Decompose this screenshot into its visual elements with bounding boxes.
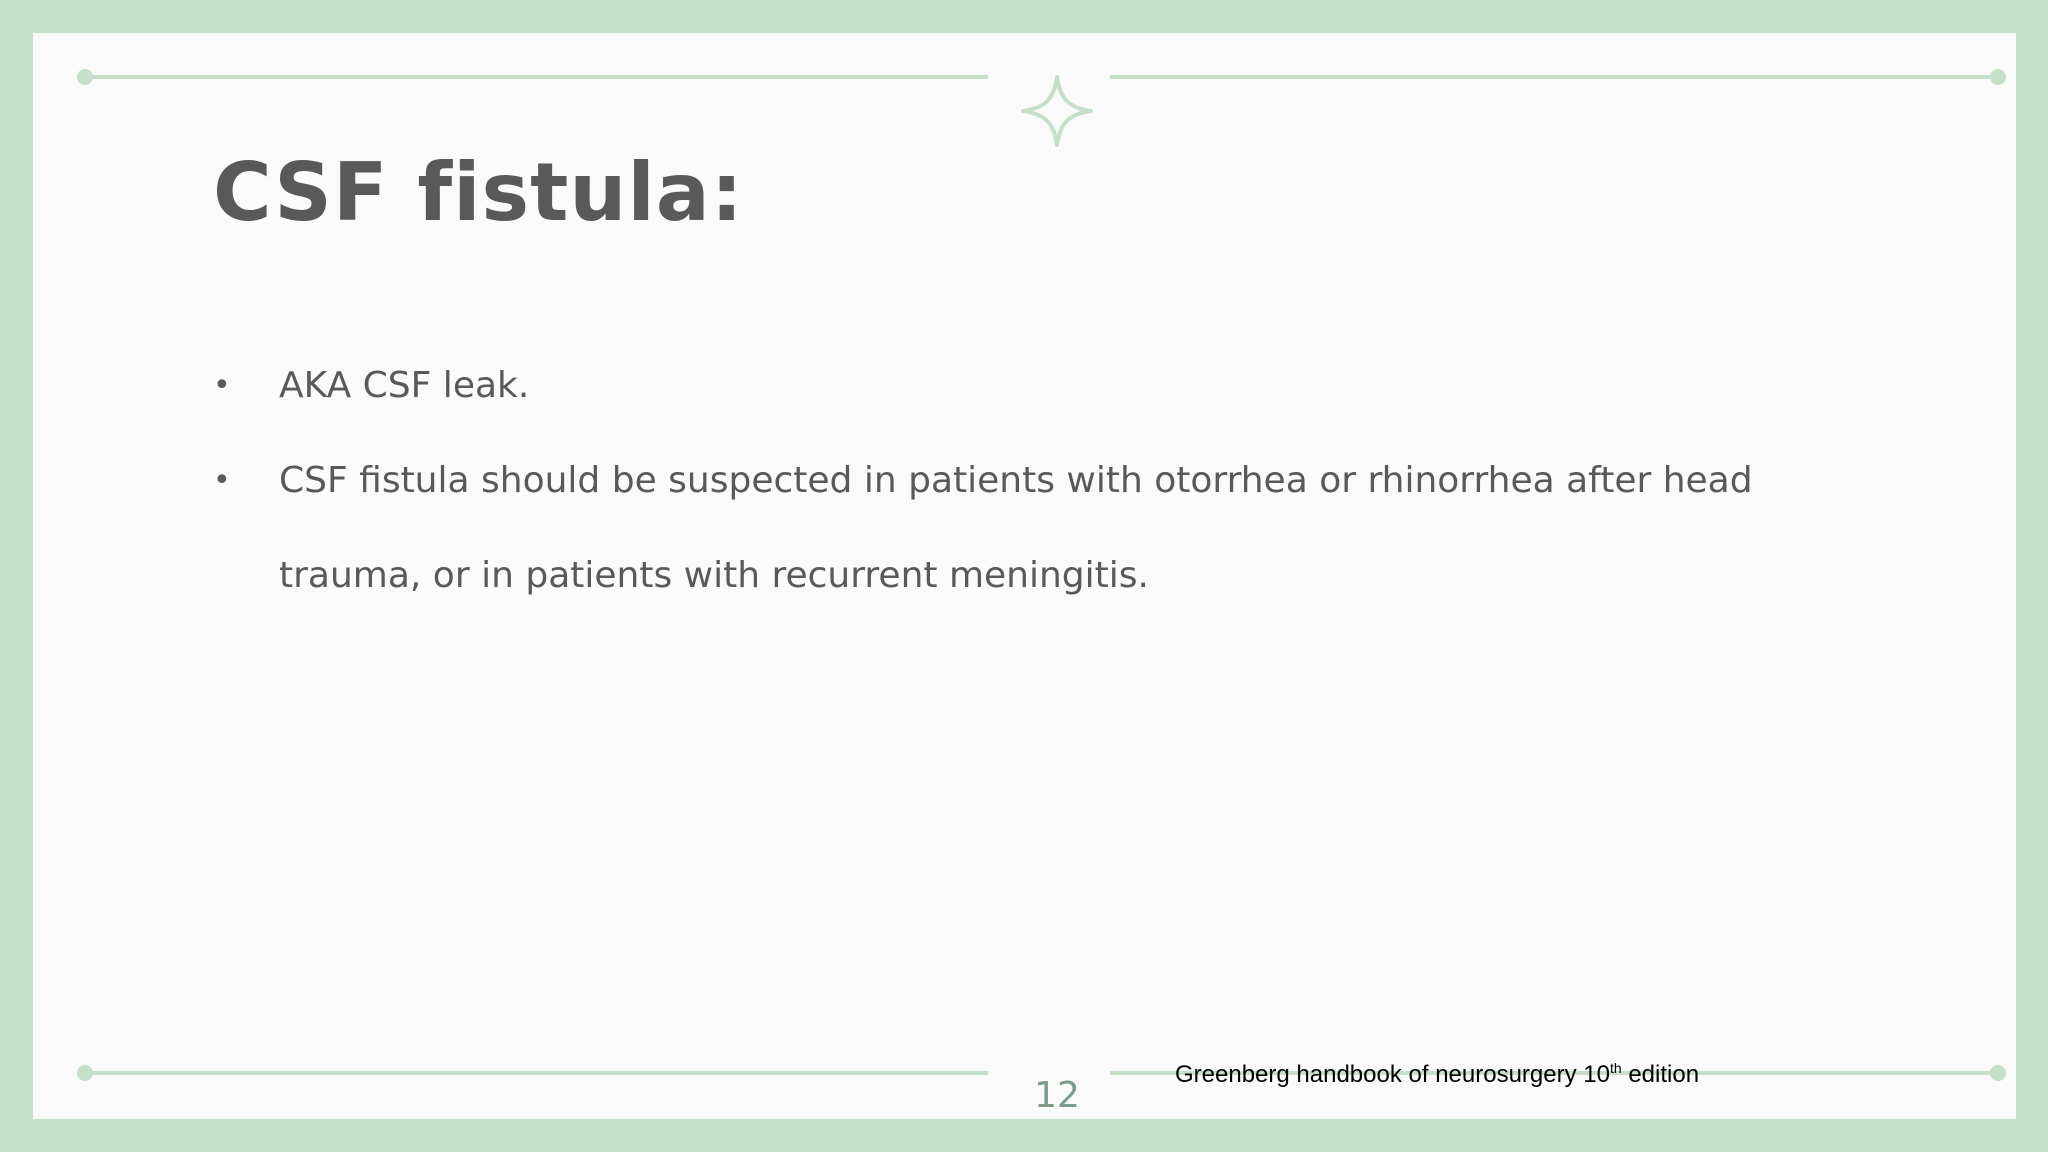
bullet-marker: • xyxy=(213,463,231,498)
slide xyxy=(33,33,2016,1119)
bottom-right-rule-dot xyxy=(1990,1065,2006,1081)
top-right-rule xyxy=(1110,75,1999,79)
citation xyxy=(1175,1060,1700,1088)
citation-superscript: th xyxy=(1609,1060,1622,1076)
bottom-left-rule xyxy=(85,1071,988,1075)
citation-edition: edition xyxy=(1621,1061,1700,1088)
four-point-star-icon xyxy=(1021,75,1093,147)
citation-text: Greenberg handbook of neurosurgery 10 xyxy=(1175,1061,1610,1088)
slide-title: CSF fistula: xyxy=(213,146,744,239)
bullet-marker: • xyxy=(213,368,231,403)
bullet-text: CSF fistula should be suspected in patients with otorrhea or rhinorrhea after head trauma, or in patients with recurrent meningitis. xyxy=(279,460,1753,596)
bullet-item xyxy=(213,433,1853,623)
top-right-rule-dot xyxy=(1990,69,2006,85)
bullet-item xyxy=(213,338,1853,433)
page-number: 12 xyxy=(1034,1075,1080,1116)
bullet-text: AKA CSF leak. xyxy=(279,365,530,406)
top-left-rule xyxy=(85,75,988,79)
bullet-list xyxy=(213,338,1853,623)
